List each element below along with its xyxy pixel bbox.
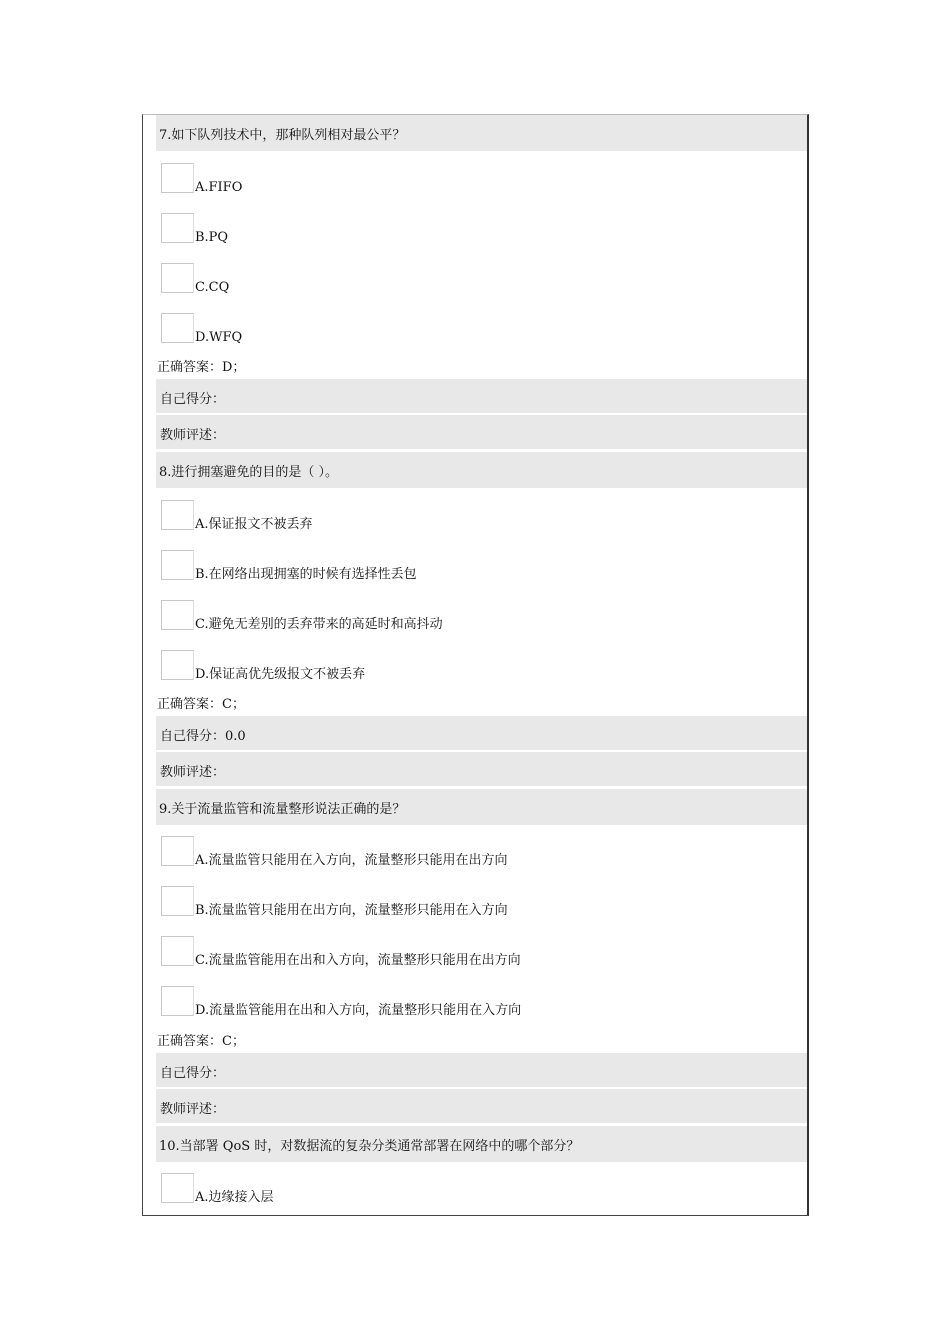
option-label: B.流量监管只能用在出方向，流量整形只能用在入方向 — [195, 903, 508, 918]
teacher-comment: 教师评述： — [156, 752, 807, 786]
correct-answer: 正确答案：D； — [157, 360, 246, 375]
correct-answer: 正确答案：C； — [157, 1034, 245, 1049]
self-score: 自己得分： — [156, 1053, 807, 1087]
self-score: 自己得分：0.0 — [156, 716, 807, 750]
teacher-comment: 教师评述： — [156, 1089, 807, 1123]
option-label: A.边缘接入层 — [195, 1190, 274, 1205]
option-label: A.保证报文不被丢弃 — [195, 517, 313, 532]
correct-answer: 正确答案：C； — [157, 697, 245, 712]
teacher-comment: 教师评述： — [156, 415, 807, 449]
self-score: 自己得分： — [156, 379, 807, 413]
option-checkbox[interactable] — [161, 936, 194, 966]
option-label: B.PQ — [195, 230, 229, 245]
quiz-frame — [142, 114, 809, 1216]
option-checkbox[interactable] — [161, 650, 194, 680]
option-checkbox[interactable] — [161, 1173, 194, 1203]
option-label: D.保证高优先级报文不被丢弃 — [195, 667, 366, 682]
option-label: D.WFQ — [195, 330, 243, 345]
option-checkbox[interactable] — [161, 550, 194, 580]
question-title: 10.当部署 QoS 时，对数据流的复杂分类通常部署在网络中的哪个部分？ — [156, 1126, 807, 1162]
option-label: C.流量监管能用在出和入方向，流量整形只能用在出方向 — [195, 953, 521, 968]
question-title: 8.进行拥塞避免的目的是（ ）。 — [156, 452, 807, 488]
question-title: 7.如下队列技术中，那种队列相对最公平？ — [156, 115, 807, 151]
question-title: 9.关于流量监管和流量整形说法正确的是？ — [156, 789, 807, 825]
option-checkbox[interactable] — [161, 163, 194, 193]
option-label: A.FIFO — [195, 180, 243, 195]
option-label: A.流量监管只能用在入方向，流量整形只能用在出方向 — [195, 853, 508, 868]
option-checkbox[interactable] — [161, 263, 194, 293]
option-label: C.CQ — [195, 280, 230, 295]
option-checkbox[interactable] — [161, 213, 194, 243]
option-checkbox[interactable] — [161, 986, 194, 1016]
option-checkbox[interactable] — [161, 313, 194, 343]
option-checkbox[interactable] — [161, 886, 194, 916]
option-label: B.在网络出现拥塞的时候有选择性丢包 — [195, 567, 417, 582]
option-label: C.避免无差别的丢弃带来的高延时和高抖动 — [195, 617, 443, 632]
option-label: D.流量监管能用在出和入方向，流量整形只能用在入方向 — [195, 1003, 522, 1018]
option-checkbox[interactable] — [161, 600, 194, 630]
option-checkbox[interactable] — [161, 836, 194, 866]
option-checkbox[interactable] — [161, 500, 194, 530]
